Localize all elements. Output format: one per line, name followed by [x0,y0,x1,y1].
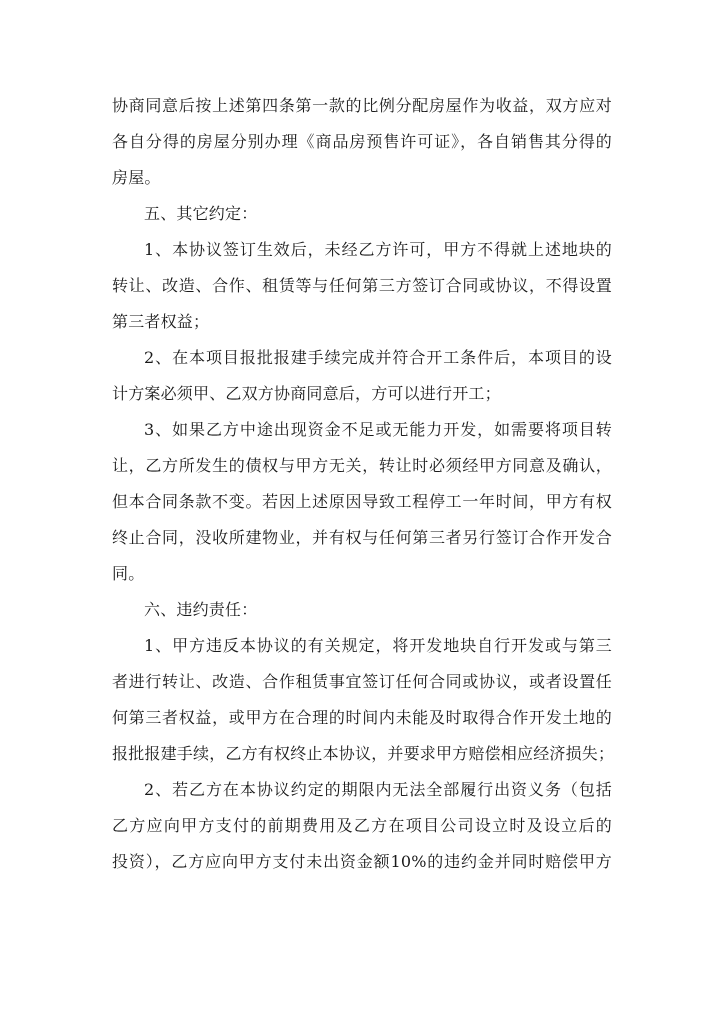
text-line: 房屋。 [112,168,161,187]
text-line: 计方案必须甲、乙双方协商同意后，方可以进行开工； [112,384,501,403]
text-line: 何第三者权益，或甲方在合理的时间内未能及时取得合作开发土地的 [112,708,612,727]
section-heading-text: 五、其它约定： [144,204,258,223]
section-five-item-1 [112,232,612,340]
text-line: 乙方应向甲方支付的前期费用及乙方在项目公司设立时及设立后的 [112,816,612,835]
text-line: 让，乙方所发生的债权与甲方无关，转让时必须经甲方同意及确认， [112,456,612,475]
section-five-item-2 [112,340,612,412]
text-line: 各自分得的房屋分别办理《商品房预售许可证》，各自销售其分得的 [112,132,612,151]
paragraph-continuation [112,88,612,196]
text-line: 3、如果乙方中途出现资金不足或无能力开发，如需要将项目转 [144,420,612,439]
section-five-item-3 [112,412,612,592]
section-heading-text: 六、违约责任： [144,600,258,619]
text-line: 2、若乙方在本协议约定的期限内无法全部履行出资义务（包括 [144,780,612,799]
text-line: 第三者权益； [112,312,210,331]
document-body [112,88,615,880]
section-six-heading [112,592,612,628]
text-line: 同。 [112,564,145,583]
text-line: 报批报建手续，乙方有权终止本协议，并要求甲方赔偿相应经济损失； [112,744,615,763]
text-line: 投资），乙方应向甲方支付未出资金额10%的违约金并同时赔偿甲方 [112,852,612,871]
section-six-item-2 [112,772,612,880]
text-line: 终止合同，没收所建物业，并有权与任何第三者另行签订合作开发合 [112,528,612,547]
text-line: 协商同意后按上述第四条第一款的比例分配房屋作为收益，双方应对 [112,96,612,115]
text-line: 1、甲方违反本协议的有关规定，将开发地块自行开发或与第三 [144,636,612,655]
text-line: 1、本协议签订生效后，未经乙方许可，甲方不得就上述地块的 [144,240,612,259]
text-line: 者进行转让、改造、合作租赁事宜签订任何合同或协议，或者设置任 [112,672,612,691]
section-six-item-1 [112,628,615,772]
text-line: 2、在本项目报批报建手续完成并符合开工条件后，本项目的设 [144,348,612,367]
text-line: 但本合同条款不变。若因上述原因导致工程停工一年时间，甲方有权 [112,492,612,511]
section-five-heading [112,196,612,232]
text-line: 转让、改造、合作、租赁等与任何第三方签订合同或协议，不得设置 [112,276,612,295]
